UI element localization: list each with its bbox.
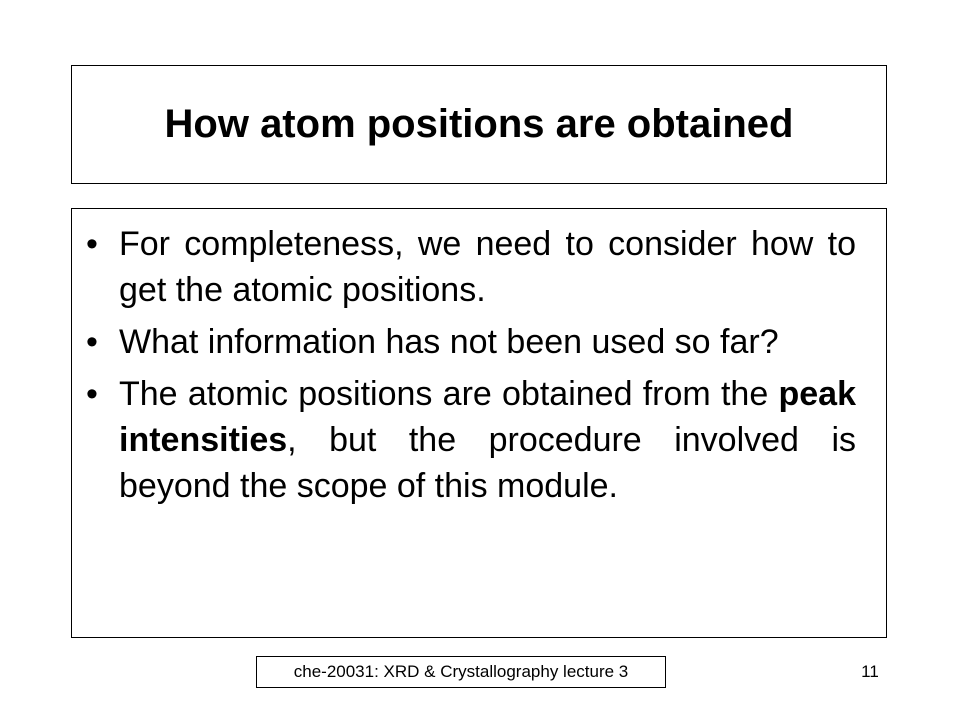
bullet-item	[86, 319, 856, 365]
bullet-list	[86, 221, 856, 515]
slide-title: How atom positions are obtained	[164, 102, 794, 146]
bullet-dot-icon: •	[86, 225, 98, 263]
bullet-text: What information has not been used so far?	[119, 323, 779, 361]
footer-text: che-20031: XRD & Crystallography lecture 3	[293, 662, 629, 681]
page-number: 11	[861, 662, 879, 681]
slide-body-box	[71, 208, 887, 638]
bullet-item	[86, 371, 856, 509]
footer-box	[256, 656, 666, 688]
bullet-text: For completeness, we need to consider how to get the atomic positions.	[119, 225, 856, 309]
bullet-text: The atomic positions are obtained from the	[119, 375, 779, 413]
slide-title-box	[71, 65, 887, 184]
bullet-bold-text: peak intensities	[119, 375, 856, 459]
bullet-item	[86, 221, 856, 313]
bullet-dot-icon: •	[86, 323, 98, 361]
bullet-dot-icon: •	[86, 375, 98, 413]
bullet-text-continued: , but the procedure involved is beyond the scope of this module.	[119, 421, 856, 505]
